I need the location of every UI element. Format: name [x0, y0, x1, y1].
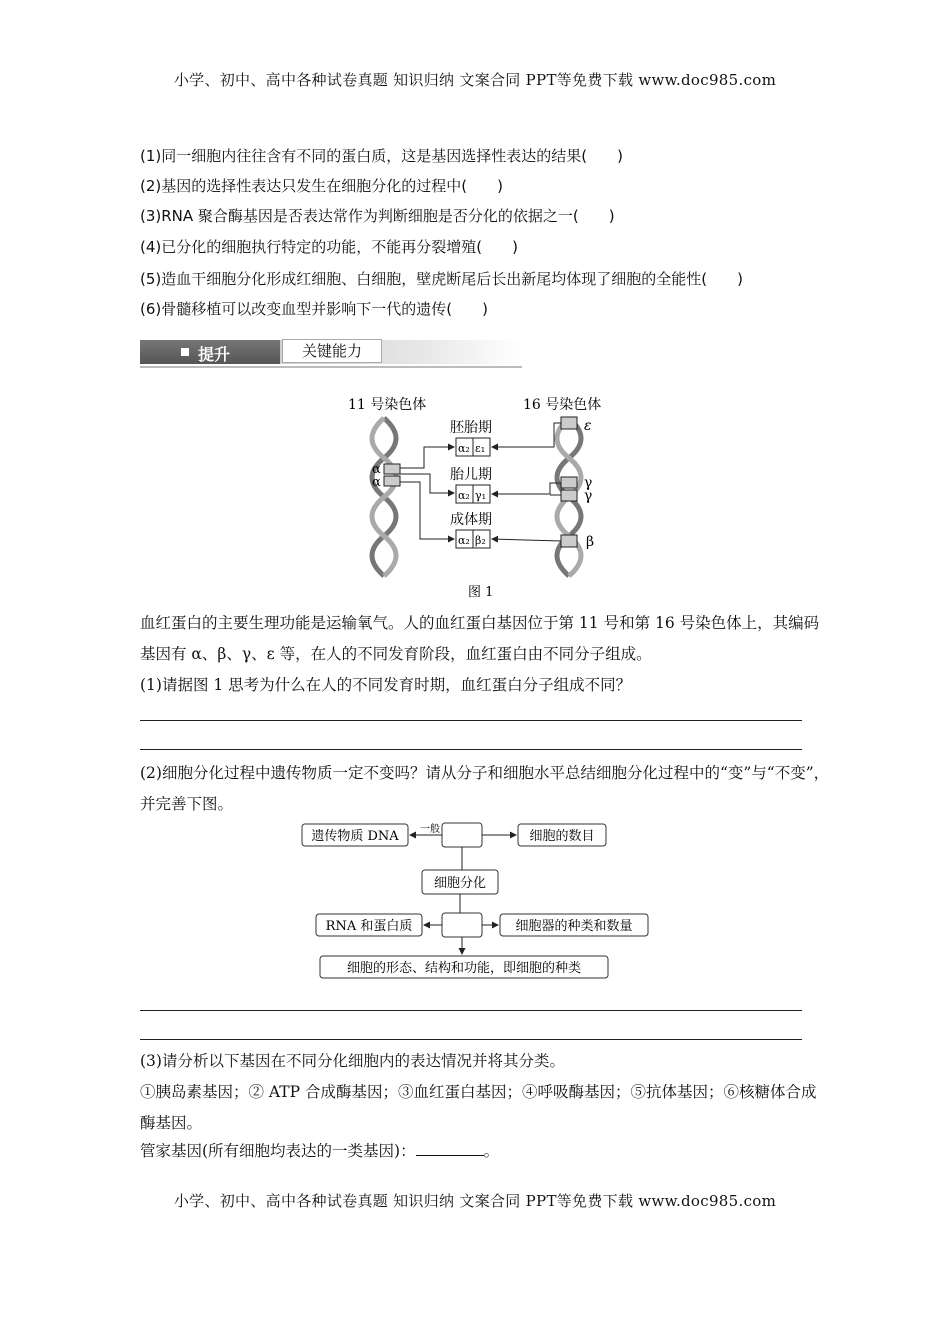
banner-dark	[140, 340, 280, 364]
housekeeping-question	[140, 1136, 830, 1167]
judgment-6: (6)骨髓移植可以改变血型并影响下一代的遗传( )	[140, 300, 488, 318]
blank-box-top[interactable]	[442, 823, 482, 847]
dna-text: 遗传物质 DNA	[311, 829, 399, 844]
answer-line-4	[140, 1039, 802, 1040]
molecule-adult	[456, 530, 490, 548]
chromosome-11-helix-icon	[372, 418, 396, 576]
adult-beta: β₂	[475, 534, 486, 547]
banner-underline	[140, 366, 522, 368]
figure-1-hemoglobin-diagram	[340, 390, 640, 605]
beta-label: β	[586, 534, 595, 550]
section-banner	[140, 338, 522, 366]
alpha-gene-box-2	[384, 476, 400, 486]
chr11-label: 11 号染色体	[348, 397, 427, 413]
fetal-gamma: γ₁	[475, 489, 486, 502]
banner-tab: 关键能力	[282, 339, 382, 363]
alpha-label-2: α	[372, 475, 381, 490]
general-text: 一般	[420, 824, 440, 835]
organelles-text: 细胞器的种类和数量	[515, 919, 633, 934]
alpha-arrows	[400, 447, 454, 539]
chr16-label: 16 号染色体	[523, 397, 602, 413]
fetal-alpha: α₂	[458, 489, 470, 502]
page-header: 小学、初中、高中各种试卷真题 知识归纳 文案合同 PPT等免费下载 www.doc985.com	[173, 71, 777, 89]
figure-1-caption: 图 1	[468, 585, 494, 600]
beta-gene-box	[561, 535, 577, 547]
molecule-fetal	[456, 485, 490, 503]
housekeeping-label: 管家基因(所有细胞均表达的一类基因)：	[140, 1142, 416, 1160]
paragraph-hemoglobin: 血红蛋白的主要生理功能是运输氧气。人的血红蛋白基因位于第 11 号和第 16 号染色体上，其编码基因有 α、β、γ、ε 等，在人的不同发育阶段，血红蛋白由不同分子组成。	[140, 614, 820, 663]
differentiation-text: 细胞分化	[433, 876, 487, 891]
housekeeping-end: 。	[483, 1142, 500, 1160]
page-footer: 小学、初中、高中各种试卷真题 知识归纳 文案合同 PPT等免费下载 www.doc985.com	[173, 1192, 777, 1210]
embryo-epsilon: ε₁	[475, 442, 486, 455]
stage-adult-label: 成体期	[450, 512, 492, 528]
answer-line-2	[140, 749, 802, 750]
gamma-gene-box-2	[561, 490, 577, 501]
adult-alpha: α₂	[458, 534, 470, 547]
question-2: (2)细胞分化过程中遗传物质一定不变吗？请从分子和细胞水平总结细胞分化过程中的“变”与“不变”，并完善下图。	[140, 764, 830, 813]
question-1: (1)请据图 1 思考为什么在人的不同发育时期，血红蛋白分子组成不同？	[140, 676, 632, 694]
banner-label: 提升	[198, 345, 231, 364]
question-3: (3)请分析以下基因在不同分化细胞内的表达情况并将其分类。	[140, 1052, 565, 1070]
molecule-embryo	[456, 438, 490, 456]
epsilon-label: ε	[584, 418, 592, 434]
chr16-arrows	[492, 423, 561, 541]
blank-box-middle[interactable]	[442, 913, 482, 937]
judgment-1: (1)同一细胞内往往含有不同的蛋白质，这是基因选择性表达的结果( )	[140, 147, 623, 165]
housekeeping-blank[interactable]	[416, 1141, 484, 1156]
gene-list: ①胰岛素基因；② ATP 合成酶基因；③血红蛋白基因；④呼吸酶基因；⑤抗体基因；⑥核糖体合成酶基因。	[140, 1083, 817, 1132]
stage-fetal-label: 胎儿期	[450, 467, 492, 483]
judgment-5: (5)造血干细胞分化形成红细胞、白细胞，壁虎断尾后长出新尾均体现了细胞的全能性( )	[140, 270, 743, 288]
judgment-3: (3)RNA 聚合酶基因是否表达常作为判断细胞是否分化的依据之一( )	[140, 207, 615, 225]
rna-protein-text: RNA 和蛋白质	[325, 919, 413, 934]
alpha-gene-box-1	[384, 464, 400, 474]
cell-count-text: 细胞的数目	[529, 829, 595, 844]
answer-line-1	[140, 720, 802, 721]
figure-2-differentiation-diagram	[290, 818, 670, 986]
judgment-2: (2)基因的选择性表达只发生在细胞分化的过程中( )	[140, 177, 503, 195]
answer-line-3	[140, 1010, 802, 1011]
gamma-gene-box-1	[561, 477, 577, 488]
stage-embryo-label: 胚胎期	[450, 420, 492, 436]
judgment-4: (4)已分化的细胞执行特定的功能，不能再分裂增殖( )	[140, 238, 518, 256]
square-bullet-icon	[181, 348, 189, 356]
embryo-alpha: α₂	[458, 442, 470, 455]
epsilon-gene-box	[561, 417, 577, 429]
gamma-label-2: γ	[584, 488, 593, 504]
morphology-text: 细胞的形态、结构和功能，即细胞的种类	[346, 961, 582, 976]
gamma-label-1: γ	[584, 475, 593, 491]
alpha-label-1: α	[372, 462, 381, 477]
